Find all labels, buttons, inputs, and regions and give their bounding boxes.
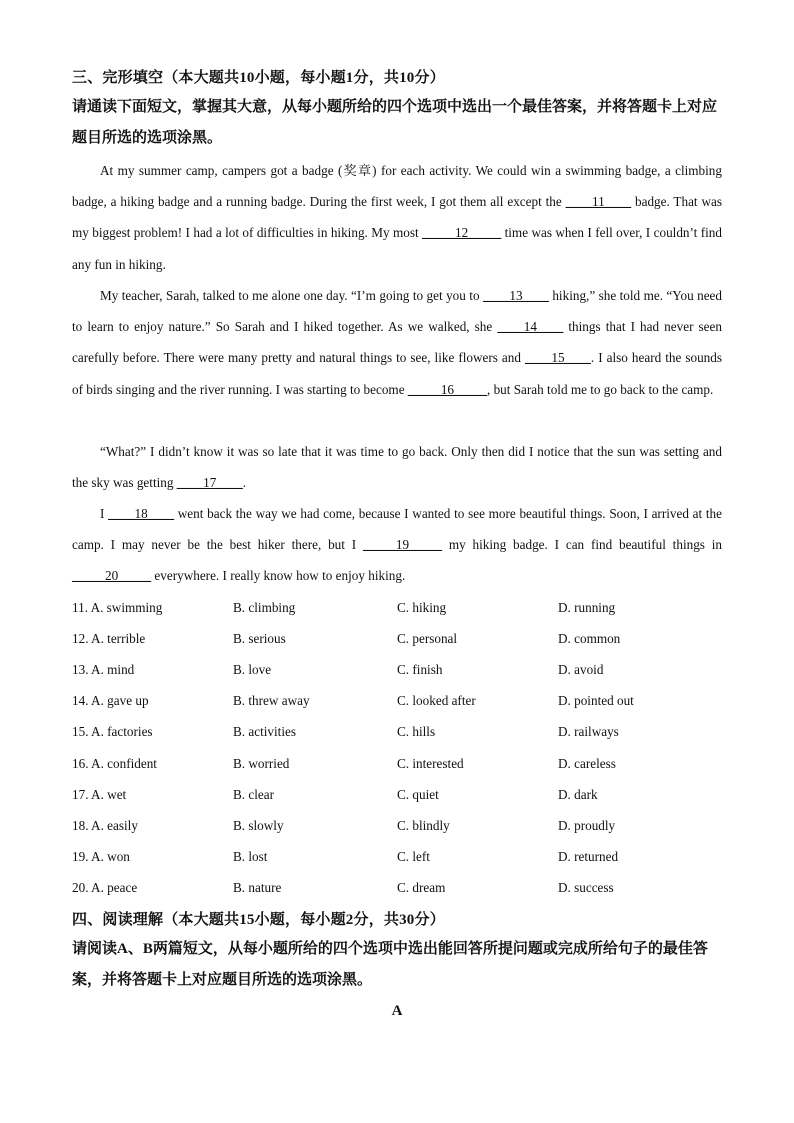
passage-text: I (100, 506, 109, 521)
option-d: D. returned (558, 849, 619, 864)
passage-text: “What?” I didn’t know it was so late that it was time to go back. Only then did I notice that the sun was setting and the sky was getting (72, 444, 722, 491)
option-a: 19. A. won (72, 849, 130, 864)
option-a: 17. A. wet (72, 787, 127, 802)
question-19-options (72, 841, 722, 872)
option-a: 11. A. swimming (72, 600, 163, 615)
passage-text: My teacher, Sarah, talked to me alone one day. “I’m going to get you to (100, 288, 483, 303)
option-a: 16. A. confident (72, 756, 157, 771)
option-d: D. proudly (558, 818, 616, 833)
passage-text: . I also heard the sounds of birds singing and the river running. I was starting to become (72, 350, 722, 397)
option-d: D. careless (558, 756, 616, 771)
option-c: C. personal (397, 631, 458, 646)
option-c: C. blindly (397, 818, 450, 833)
option-b: B. climbing (233, 600, 296, 615)
section3-title: 三、完形填空（本大题共10小题，每小题1分，共10分） (72, 70, 445, 86)
blank-19: _____19_____ (362, 537, 443, 553)
question-14-options (72, 685, 722, 716)
option-c: C. hiking (397, 600, 447, 615)
option-d: D. dark (558, 787, 598, 802)
option-c: C. hills (397, 724, 436, 739)
question-17-options (72, 779, 722, 810)
passage-text: everywhere. I really know how to enjoy hiking. (151, 568, 406, 584)
option-a: 20. A. peace (72, 880, 138, 895)
option-d: D. pointed out (558, 693, 634, 708)
option-c: C. quiet (397, 787, 439, 802)
option-a: 13. A. mind (72, 662, 135, 677)
option-b: B. serious (233, 631, 286, 646)
blank-13: ____13____ (482, 288, 549, 303)
option-c: C. finish (397, 662, 443, 677)
passage-text: time was when I fell over, I couldn’t find any fun in hiking. (72, 225, 722, 272)
option-a: 15. A. factories (72, 724, 153, 739)
passage-paragraph-2 (72, 280, 722, 405)
option-b: B. threw away (233, 693, 310, 708)
option-b: B. activities (233, 724, 296, 739)
passage-letter: A (391, 1003, 403, 1019)
question-12-options (72, 623, 722, 654)
passage-text: went back the way we had come, because I wanted to see more beautiful things. Soon, I arrived at the camp. I may never be the best hiker there, but I (72, 506, 722, 553)
passage-text: things that I had never seen carefully before. There were many pretty and natural things to see, like flowers and (72, 319, 722, 366)
question-15-options (72, 716, 722, 747)
passage-paragraph-1 (72, 155, 722, 280)
option-d: D. avoid (558, 662, 604, 677)
blank-15: ____15____ (524, 350, 591, 366)
question-20-options (72, 872, 722, 903)
option-d: D. railways (558, 724, 619, 739)
passage-text: , but Sarah told me to go back to the camp. (486, 381, 714, 397)
option-b: B. lost (233, 849, 268, 864)
passage-text: . (242, 475, 246, 491)
blank-18: ____18____ (108, 506, 175, 521)
blank-20: _____20_____ (72, 568, 152, 584)
option-c: C. interested (397, 756, 464, 771)
option-b: B. love (233, 662, 272, 677)
option-d: D. running (558, 600, 616, 615)
option-b: B. clear (233, 787, 275, 802)
option-a: 18. A. easily (72, 818, 138, 833)
passage-text: At my summer camp, campers got a badge (奖章) for each activity. We could win a swimming badge, a climbing badge, a hiking badge and a running badge. During the first week, I got them all except the (72, 163, 722, 210)
passage-paragraph-3 (72, 436, 722, 498)
question-11-options (72, 592, 722, 623)
option-c: C. left (397, 849, 430, 864)
blank-16: _____16_____ (407, 381, 487, 397)
question-18-options (72, 810, 722, 841)
blank-12: _____12_____ (422, 225, 502, 241)
option-a: 12. A. terrible (72, 631, 146, 646)
option-b: B. slowly (233, 818, 284, 833)
option-b: B. nature (233, 880, 282, 895)
option-d: D. common (558, 631, 621, 646)
blank-11: ____11____ (565, 194, 632, 210)
option-c: C. dream (397, 880, 446, 895)
question-13-options (72, 654, 722, 685)
section3-instruction: 请通读下面短文，掌握其大意，从每小题所给的四个选项中选出一个最佳答案，并将答题卡上对应题目所选的选项涂黑。 (72, 99, 718, 146)
section4-instruction: 请阅读A、B两篇短文，从每小题所给的四个选项中选出能回答所提问题或完成所给句子的最佳答案，并将答题卡上对应题目所选的选项涂黑。 (72, 941, 708, 988)
blank-14: ____14____ (497, 319, 564, 335)
option-d: D. success (558, 880, 614, 895)
passage-text: badge. That was my biggest problem! I had a lot of difficulties in hiking. My most (72, 194, 722, 241)
question-16-options (72, 748, 722, 779)
section4-title: 四、阅读理解（本大题共15小题，每小题2分，共30分） (72, 912, 445, 928)
option-b: B. worried (233, 756, 290, 771)
passage-text: my hiking badge. I can find beautiful things in (442, 537, 722, 553)
passage-paragraph-4 (72, 498, 722, 592)
option-a: 14. A. gave up (72, 693, 149, 708)
passage-text: hiking,” she told me. “You need to learn to enjoy nature.” So Sarah and I hiked together. As we walked, she (72, 288, 722, 335)
blank-17: ____17____ (176, 475, 243, 491)
option-c: C. looked after (397, 693, 476, 708)
